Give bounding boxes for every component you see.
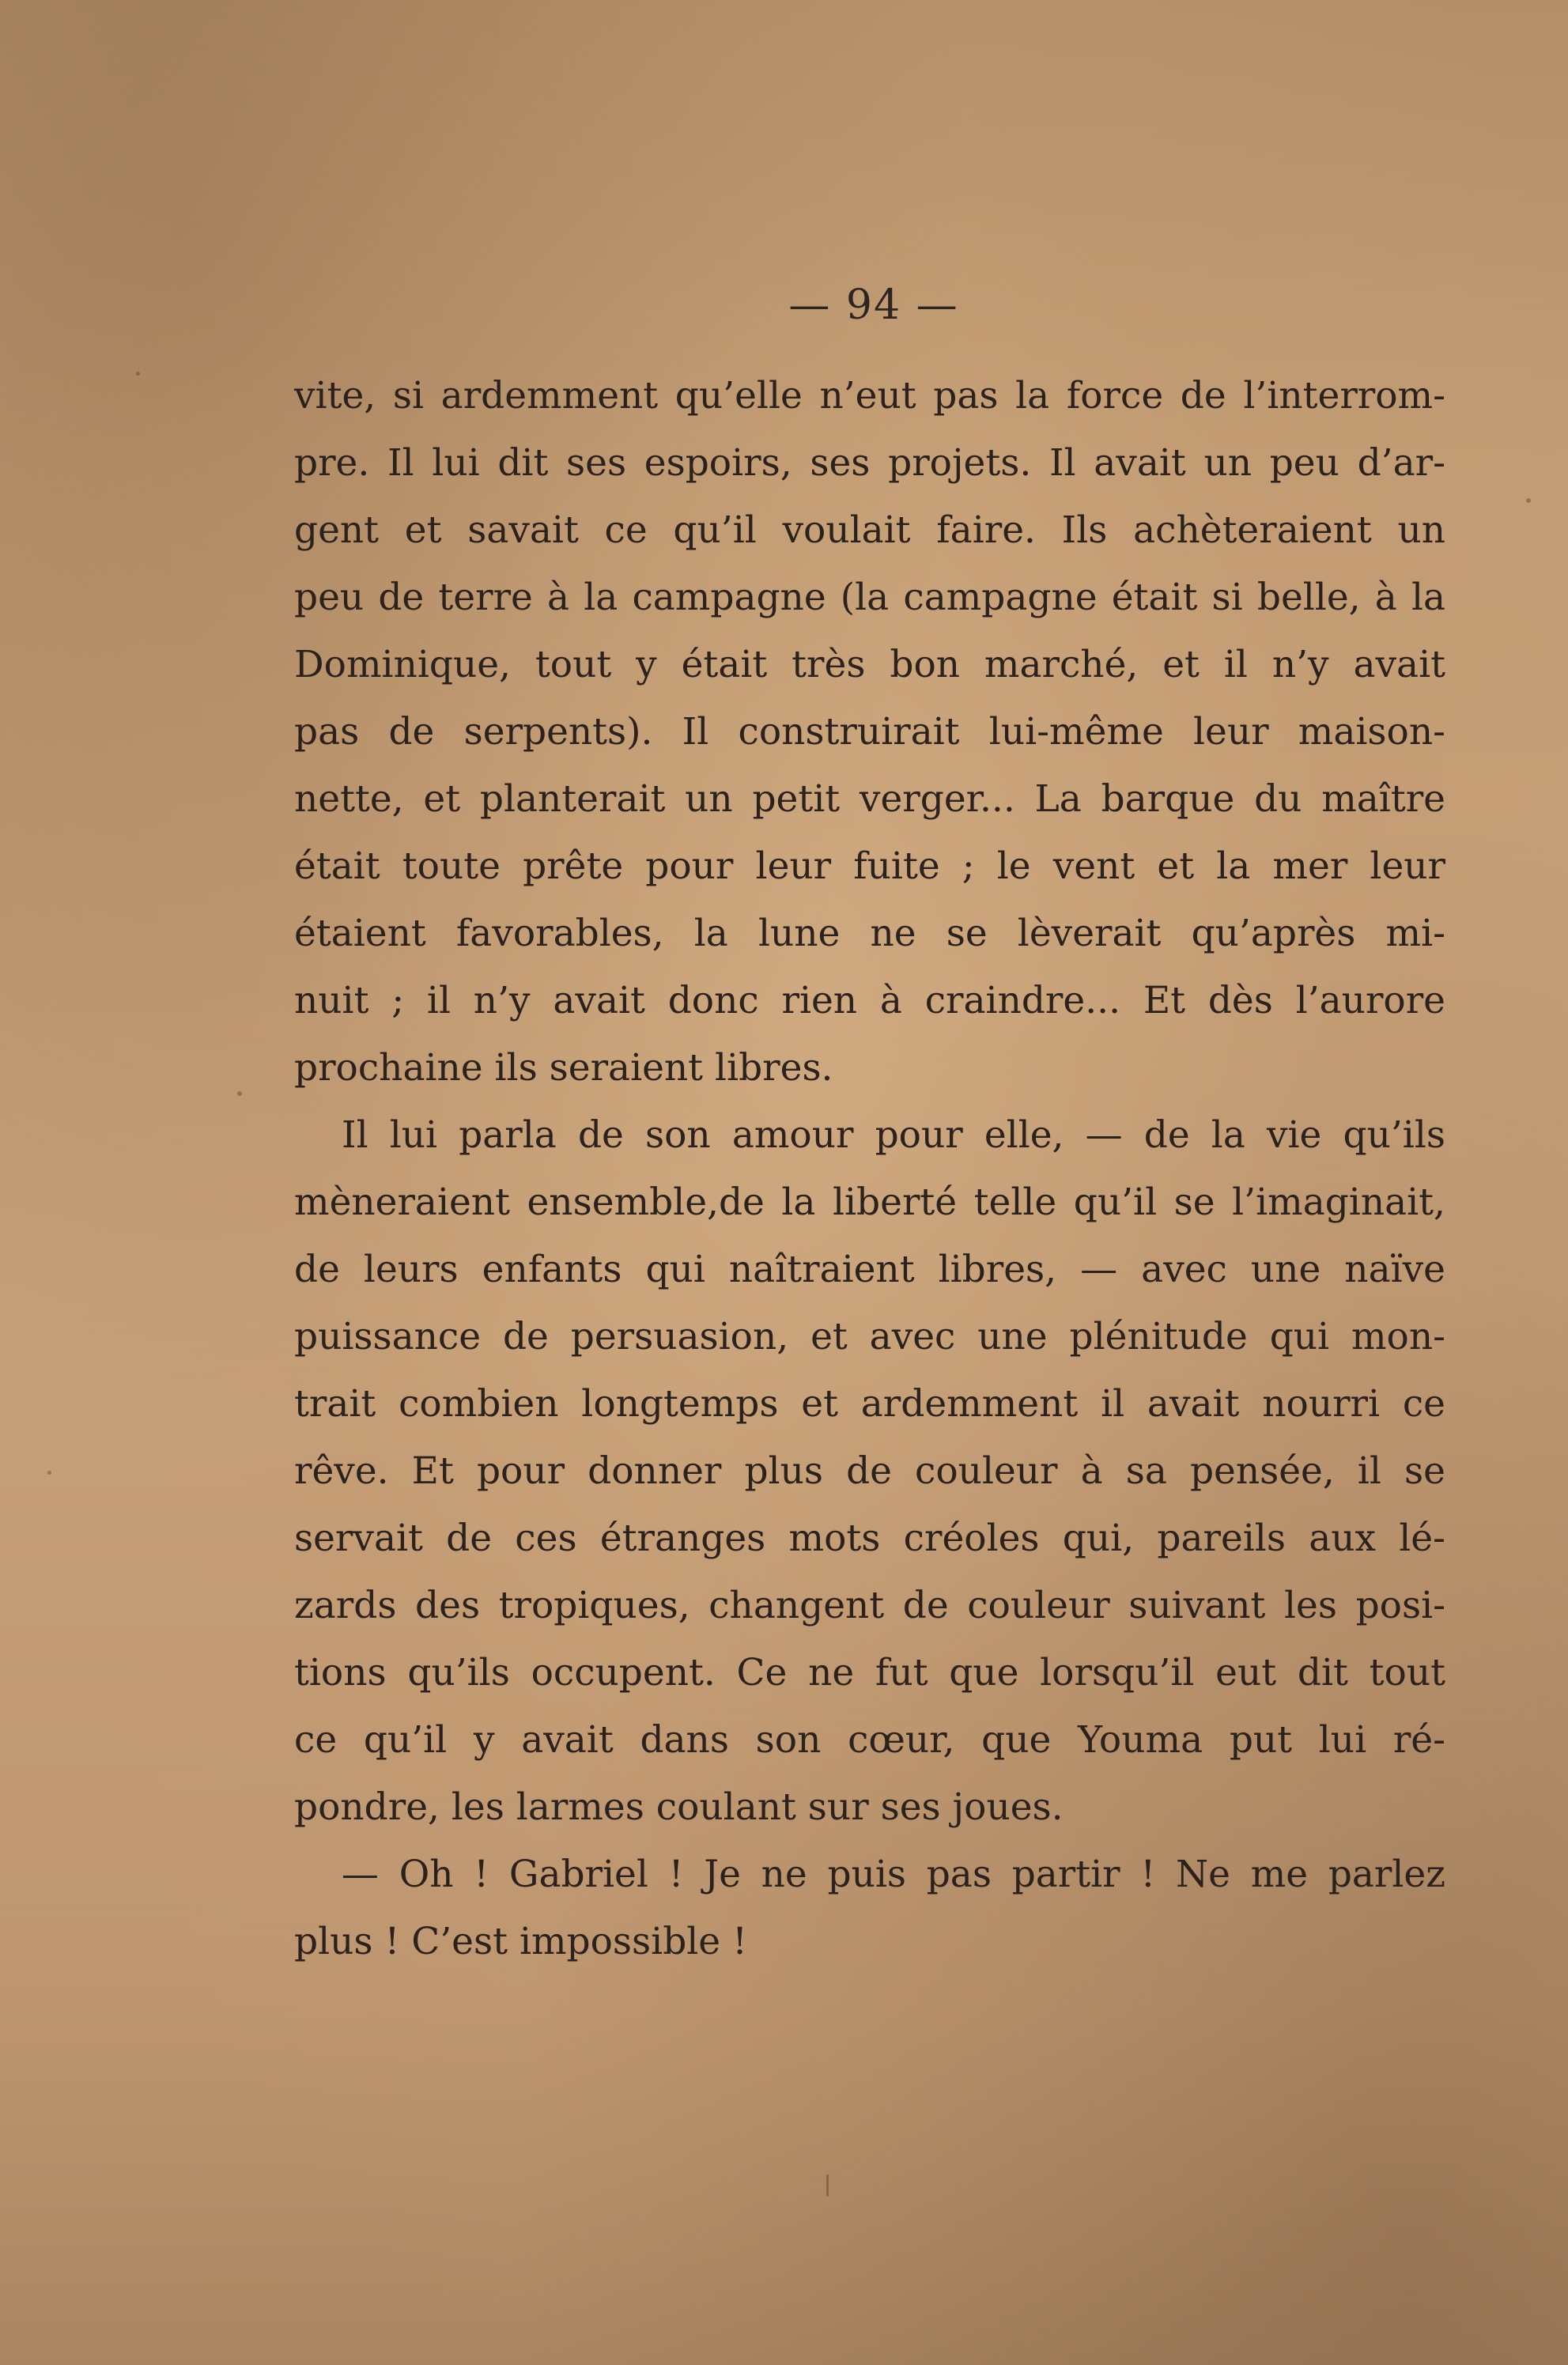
text-line: tions qu’ils occupent. Ce ne fut que lorsqu’il eut dit tout (294, 1651, 1445, 1694)
text-line: gent et savait ce qu’il voulait faire. Ils achèteraient un (294, 508, 1445, 552)
text-line: nette, et planterait un petit verger... La barque du maître (294, 777, 1445, 821)
text-line: pas de serpents). Il construirait lui-même leur maison- (294, 710, 1445, 754)
paper-speck (47, 1471, 51, 1475)
text-line: mèneraient ensemble,de la liberté telle qu’il se l’imaginait, (294, 1181, 1445, 1224)
text-line: nuit ; il n’y avait donc rien à craindre... Et dès l’aurore (294, 979, 1445, 1022)
paragraph-2 (294, 1101, 1445, 1841)
text-line: était toute prête pour leur fuite ; le vent et la mer leur (294, 844, 1445, 888)
text-line: ce qu’il y avait dans son cœur, que Youma put lui ré- (294, 1718, 1445, 1762)
text-line: vite, si ardemment qu’elle n’eut pas la force de l’interrom- (294, 374, 1445, 417)
text-line: rêve. Et pour donner plus de couleur à sa pensée, il se (294, 1449, 1445, 1493)
text-line: peu de terre à la campagne (la campagne était si belle, à la (294, 576, 1445, 619)
text-line: plus ! C’est impossible ! (294, 1920, 747, 1963)
body-text (294, 362, 1445, 1975)
paragraph-3 (294, 1841, 1445, 1975)
paragraph-1 (294, 362, 1445, 1101)
text-line: prochaine ils seraient libres. (294, 1046, 833, 1090)
text-line: zards des tropiques, changent de couleur suivant les posi- (294, 1584, 1445, 1627)
text-line: trait combien longtemps et ardemment il avait nourri ce (294, 1382, 1445, 1426)
text-line: Dominique, tout y était très bon marché, et il n’y avait (294, 643, 1445, 686)
text-line: servait de ces étranges mots créoles qui, pareils aux lé- (294, 1517, 1445, 1560)
paper-speck (237, 1091, 242, 1096)
text-line: pondre, les larmes coulant sur ses joues. (294, 1785, 1064, 1829)
text-line: Il lui parla de son amour pour elle, — de la vie qu’ils (342, 1113, 1445, 1157)
paper-speck (826, 2174, 829, 2197)
text-line: pre. Il lui dit ses espoirs, ses projets. Il avait un peu d’ar- (294, 441, 1445, 485)
paper-speck (136, 372, 140, 376)
page-number: — 94 — (788, 281, 959, 329)
text-line: étaient favorables, la lune ne se lèverait qu’après mi- (294, 912, 1445, 955)
paper-speck (1526, 498, 1531, 503)
text-line: — Oh ! Gabriel ! Je ne puis pas partir ! Ne me parlez (342, 1853, 1445, 1896)
text-line: puissance de persuasion, et avec une plénitude qui mon- (294, 1315, 1445, 1358)
text-line: de leurs enfants qui naîtraient libres, — avec une naïve (294, 1248, 1445, 1291)
